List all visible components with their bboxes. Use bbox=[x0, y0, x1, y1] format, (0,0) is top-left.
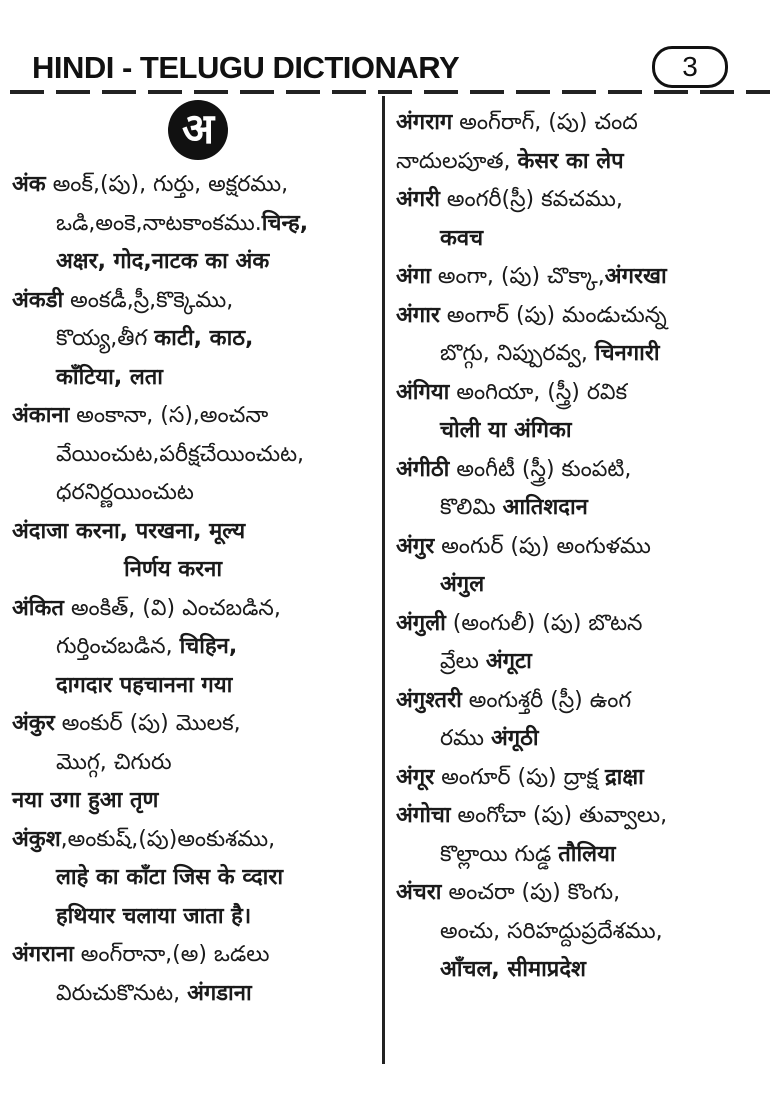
hindi-meaning: कवच bbox=[440, 225, 484, 251]
hindi-meaning: द्राक्षा bbox=[604, 764, 644, 790]
telugu-meaning: అంగోచా (పు) తువ్వాలు, bbox=[450, 803, 668, 828]
dictionary-line bbox=[12, 782, 376, 821]
dictionary-line bbox=[396, 335, 768, 374]
headword: अंचरा bbox=[396, 880, 442, 905]
telugu-meaning: కొలిమి bbox=[440, 495, 503, 520]
dictionary-line bbox=[12, 936, 376, 975]
headword: अंगार bbox=[396, 302, 440, 328]
hindi-meaning: लाहे का काँटा जिस के व्दारा bbox=[56, 865, 284, 890]
hindi-meaning: आँचल, सीमाप्रदेश bbox=[440, 957, 586, 982]
hindi-meaning: हथियार चलाया जाता है। bbox=[56, 903, 252, 929]
dictionary-line bbox=[12, 975, 376, 1014]
headword: अंगा bbox=[396, 264, 431, 289]
telugu-meaning: అంగుర్ (పు) అంగుళము bbox=[434, 533, 651, 559]
dictionary-line bbox=[12, 397, 376, 436]
section-letter-badge: अ bbox=[168, 100, 228, 160]
headword: अंगुली bbox=[396, 610, 446, 636]
dictionary-line bbox=[12, 282, 376, 321]
telugu-meaning: గుర్తించబడిన, bbox=[56, 634, 180, 659]
telugu-meaning: విరుచుకొనుట, bbox=[56, 980, 188, 1006]
hindi-meaning: अंगुल bbox=[440, 572, 485, 597]
dictionary-line bbox=[396, 836, 768, 875]
dictionary-line bbox=[12, 705, 376, 744]
dictionary-line bbox=[396, 297, 768, 336]
dictionary-line bbox=[396, 566, 768, 605]
dictionary-line bbox=[396, 759, 768, 798]
telugu-meaning: అంగ్‌రానా,(అ) ఒడలు bbox=[73, 942, 270, 967]
dashed-rule bbox=[10, 90, 770, 94]
dictionary-line bbox=[396, 220, 768, 259]
telugu-meaning: మొగ్గ, చిగురు bbox=[56, 749, 172, 775]
page-header bbox=[0, 40, 780, 96]
telugu-meaning: ఒడి,అంకె,నాటకాంకము. bbox=[56, 210, 262, 236]
telugu-meaning: అంక్,(పు), గుర్తు, అక్షరము, bbox=[45, 172, 289, 197]
telugu-meaning: అంకుర్ (పు) మొలక, bbox=[54, 711, 241, 736]
headword: अंकुर bbox=[12, 711, 55, 736]
dictionary-title: HINDI - TELUGU DICTIONARY bbox=[32, 50, 460, 85]
headword: अंगूर bbox=[396, 764, 435, 790]
left-column bbox=[12, 100, 376, 1013]
dictionary-line bbox=[396, 797, 768, 836]
hindi-meaning: आतिशदान bbox=[502, 495, 588, 520]
telugu-meaning: నాదులపూత, bbox=[396, 148, 518, 174]
hindi-meaning: केसर का लेप bbox=[517, 148, 624, 174]
telugu-meaning: అంగీటీ (స్త్రీ) కుంపటి, bbox=[449, 456, 632, 482]
headword: अंकित bbox=[12, 595, 64, 621]
headword: अंगुर bbox=[396, 533, 435, 559]
hindi-meaning: अंगूटा bbox=[485, 649, 532, 674]
hindi-meaning: नया उगा हुआ तृण bbox=[12, 788, 159, 813]
telugu-meaning: అంకానా, (స),అంచనా bbox=[69, 403, 269, 428]
hindi-meaning: चिनगारी bbox=[594, 341, 660, 366]
telugu-meaning: కొల్లాయి గుడ్డ bbox=[440, 841, 559, 867]
telugu-meaning: అంగూర్ (పు) ద్రాక్ష bbox=[434, 764, 605, 790]
telugu-meaning: అంగరీ(స్రీ) కవచము, bbox=[439, 187, 623, 212]
dictionary-line bbox=[12, 436, 376, 475]
dictionary-line bbox=[12, 628, 376, 667]
dictionary-line bbox=[396, 143, 768, 182]
telugu-meaning: అంకడీ,స్రీ,కొక్కెము, bbox=[63, 287, 234, 313]
dictionary-line bbox=[12, 821, 376, 860]
hindi-meaning: दागदार पहचानना गया bbox=[56, 672, 233, 698]
hindi-meaning: अंगूठी bbox=[490, 726, 539, 751]
dictionary-line bbox=[12, 859, 376, 898]
headword: अंगिया bbox=[396, 379, 450, 405]
dictionary-line bbox=[12, 243, 376, 282]
dictionary-line bbox=[396, 528, 768, 567]
headword: अंक bbox=[12, 172, 46, 197]
dictionary-line bbox=[396, 181, 768, 220]
dictionary-line bbox=[12, 744, 376, 783]
page-number-badge: 3 bbox=[652, 46, 728, 88]
dictionary-line bbox=[12, 590, 376, 629]
dictionary-line bbox=[396, 682, 768, 721]
hindi-meaning: काटी, काठ, bbox=[154, 326, 254, 351]
dictionary-line bbox=[12, 474, 376, 513]
hindi-meaning: अक्षर, गोद,नाटक का अंक bbox=[56, 249, 270, 274]
headword: अंगोचा bbox=[396, 803, 451, 828]
headword: अंगुश्तरी bbox=[396, 687, 462, 713]
telugu-meaning: ,అంకుష్,(పు)అంకుశము, bbox=[60, 826, 276, 852]
hindi-meaning: तौलिया bbox=[558, 841, 616, 867]
hindi-meaning: काँटिया, लता bbox=[56, 364, 164, 390]
telugu-meaning: అంగ్‌రాగ్, (పు) చంద bbox=[452, 110, 638, 135]
hindi-meaning: अंदाजा करना, परखना, मूल्य bbox=[12, 518, 246, 544]
hindi-meaning: निर्णय करना bbox=[124, 557, 223, 582]
hindi-meaning: चिन्ह, bbox=[261, 210, 309, 236]
dictionary-line bbox=[396, 258, 768, 297]
dictionary-line bbox=[12, 513, 376, 552]
dictionary-line bbox=[396, 913, 768, 952]
dictionary-line bbox=[396, 720, 768, 759]
dictionary-line bbox=[396, 951, 768, 990]
hindi-meaning: अंगरखा bbox=[604, 264, 667, 289]
hindi-meaning: अंगडाना bbox=[187, 980, 252, 1006]
dictionary-line bbox=[396, 605, 768, 644]
telugu-meaning: అంగార్ (పు) మండుచున్న bbox=[439, 302, 667, 328]
telugu-meaning: అంచు, సరిహద్దుప్రదేశము, bbox=[440, 918, 663, 944]
headword: अंकाना bbox=[12, 403, 70, 428]
dictionary-line bbox=[12, 205, 376, 244]
dictionary-line bbox=[396, 104, 768, 143]
telugu-meaning: అంగియా, (స్త్రీ) రవిక bbox=[449, 379, 628, 405]
telugu-meaning: ధరనిర్ణయించుట bbox=[56, 480, 194, 505]
dictionary-line bbox=[12, 551, 376, 590]
headword: अंगराना bbox=[12, 942, 74, 967]
telugu-meaning: (అంగులీ) (పు) బొటన bbox=[445, 610, 643, 636]
telugu-meaning: వేయించుట,పరీక్షచేయించుట, bbox=[56, 441, 305, 467]
telugu-meaning: వ్రేలు bbox=[440, 649, 486, 674]
dictionary-line bbox=[396, 451, 768, 490]
dictionary-line bbox=[12, 166, 376, 205]
telugu-meaning: బొగ్గు, నిప్పురవ్వ, bbox=[440, 341, 595, 366]
dictionary-line bbox=[12, 667, 376, 706]
headword: अंगरी bbox=[396, 187, 440, 212]
telugu-meaning: అంకిత్, (వి) ఎంచబడిన, bbox=[63, 595, 281, 621]
dictionary-line bbox=[396, 412, 768, 451]
telugu-meaning: అంచరా (పు) కొంగు, bbox=[441, 880, 621, 905]
headword: अंकडी bbox=[12, 287, 64, 313]
dictionary-line bbox=[396, 874, 768, 913]
dictionary-line bbox=[12, 359, 376, 398]
telugu-meaning: అంగా, (పు) చొక్కా, bbox=[430, 264, 605, 289]
dictionary-line bbox=[396, 374, 768, 413]
headword: अंगराग bbox=[396, 110, 453, 135]
headword: अंकुश bbox=[12, 826, 61, 852]
dictionary-line bbox=[396, 643, 768, 682]
dictionary-line bbox=[12, 320, 376, 359]
headword: अंगीठी bbox=[396, 456, 450, 482]
right-column bbox=[396, 104, 768, 990]
dictionary-line bbox=[12, 898, 376, 937]
hindi-meaning: चोली या अंगिका bbox=[440, 418, 572, 443]
hindi-meaning: चिहिन, bbox=[179, 634, 238, 659]
telugu-meaning: అంగుశ్తరీ (స్రీ) ఉంగ bbox=[461, 687, 632, 713]
telugu-meaning: కొయ్య,తీగ bbox=[56, 326, 155, 351]
telugu-meaning: రము bbox=[440, 726, 491, 751]
column-divider bbox=[382, 96, 385, 1064]
dictionary-line bbox=[396, 489, 768, 528]
